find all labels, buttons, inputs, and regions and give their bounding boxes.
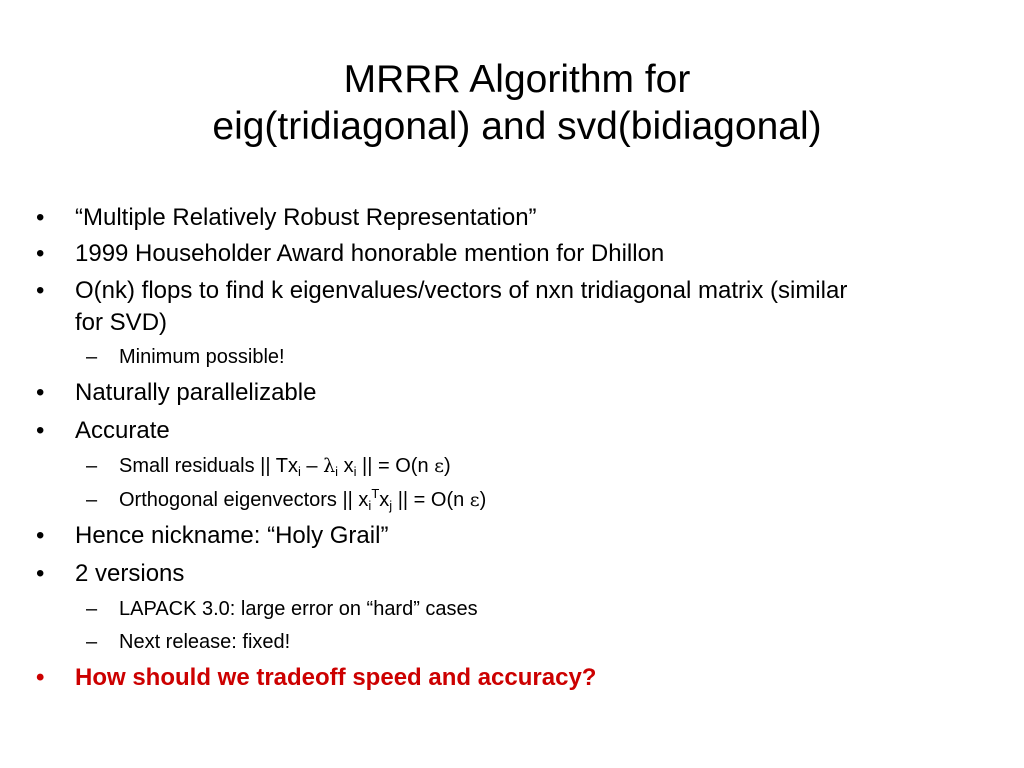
superscript: T xyxy=(371,486,380,501)
bullet-marker: • xyxy=(36,664,45,691)
bullet-text: Naturally parallelizable xyxy=(75,379,317,406)
dash-marker: – xyxy=(86,631,98,653)
bullet-text: for SVD) xyxy=(75,309,168,336)
title-line-2: eig(tridiagonal) and svd(bidiagonal) xyxy=(212,105,822,149)
subscript: i xyxy=(335,464,339,479)
slide-title xyxy=(0,56,1024,150)
bullet-text: Hence nickname: “Holy Grail” xyxy=(75,522,389,549)
formula-text: x xyxy=(338,455,354,477)
formula-text: Orthogonal eigenvectors || x xyxy=(119,489,369,511)
epsilon-symbol: ε xyxy=(434,455,444,477)
residual-formula xyxy=(119,453,451,481)
bullet-text: How should we tradeoff speed and accuracy? xyxy=(75,664,597,691)
bullet-marker: • xyxy=(36,240,45,267)
bullet-text: Accurate xyxy=(75,417,170,444)
bullet-marker: • xyxy=(36,560,45,587)
sub-bullet-text: LAPACK 3.0: large error on “hard” cases xyxy=(119,598,478,620)
bullet-marker: • xyxy=(36,277,45,304)
subscript: i xyxy=(297,464,301,479)
bullet-text: 1999 Householder Award honorable mention for Dhillon xyxy=(75,240,665,267)
formula-text: Small residuals || Tx xyxy=(119,455,298,477)
title-line-1: MRRR Algorithm for xyxy=(343,58,691,102)
bullet-marker: • xyxy=(36,417,45,444)
sub-bullet-text: Next release: fixed! xyxy=(119,631,291,653)
subscript: i xyxy=(353,464,357,479)
bullet-text: “Multiple Relatively Robust Representation” xyxy=(75,204,537,231)
dash-marker: – xyxy=(86,598,98,620)
formula-text: – xyxy=(300,455,324,477)
dash-marker: – xyxy=(86,346,98,368)
subscript: i xyxy=(368,498,372,513)
subscript: j xyxy=(389,498,393,513)
epsilon-symbol: ε xyxy=(469,489,480,511)
formula-text: || = O(n xyxy=(392,489,470,511)
bullet-marker: • xyxy=(36,379,45,406)
orthogonality-formula xyxy=(119,487,486,515)
lambda-symbol: λ xyxy=(323,455,336,477)
bullet-marker: • xyxy=(36,204,45,231)
bullet-marker: • xyxy=(36,522,45,549)
formula-text: || = O(n xyxy=(356,455,435,477)
formula-text: x xyxy=(379,489,390,511)
dash-marker: – xyxy=(86,489,98,511)
formula-text: ) xyxy=(443,455,451,477)
bullet-text: O(nk) flops to find k eigenvalues/vectors of nxn tridiagonal matrix (similar xyxy=(75,277,848,304)
formula-text: ) xyxy=(479,489,487,511)
sub-bullet-text: Minimum possible! xyxy=(119,346,285,368)
bullet-text: 2 versions xyxy=(75,560,185,587)
dash-marker: – xyxy=(86,455,98,477)
